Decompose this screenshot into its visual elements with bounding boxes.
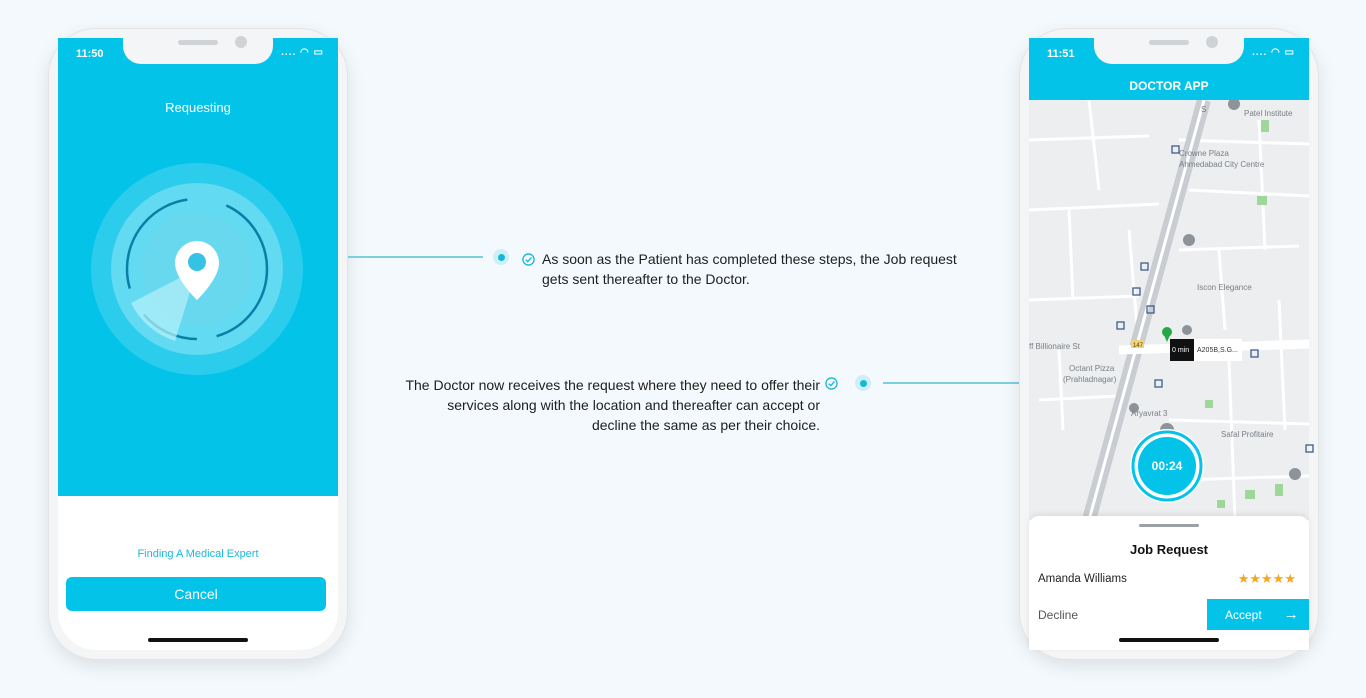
map-label: Iscon Elegance [1197,283,1252,292]
road-label: S [1201,105,1207,114]
doctor-screen [1029,38,1309,650]
home-indicator [148,638,248,642]
map-label: Crowne Plaza [1179,149,1229,158]
annotation-2-line-2: services along with the location and thereafter can accept or [447,397,820,413]
speaker [1149,40,1189,45]
signal-icon: .... [281,47,301,58]
patient-name: Amanda Williams [1038,573,1127,585]
speaker [178,40,218,45]
status-time: 11:50 [76,48,104,60]
status-time: 11:51 [1047,48,1075,60]
wifi-icon: ◠ [1271,47,1281,58]
marker-dot-2 [855,375,871,391]
patient-phone [48,28,348,660]
phone-notch [1094,38,1244,64]
status-icons [1252,47,1295,58]
camera [1206,36,1218,48]
annotation-1-line-1: As soon as the Patient has completed these steps, the Job request [542,251,957,267]
page-title: Requesting [165,100,231,115]
marker-dot-1 [493,249,509,265]
camera [235,36,247,48]
map-label: ff Billionaire St [1029,342,1080,351]
annotation-2-line-1: The Doctor now receives the request where they need to offer their [405,377,820,393]
connector-line-2 [883,382,1019,384]
annotation-1-line-2: gets sent thereafter to the Doctor. [542,271,750,287]
job-request-sheet [1029,516,1309,650]
check-circle-icon [825,377,838,390]
connector-line-1 [348,256,483,258]
accept-button[interactable] [1207,599,1309,630]
decline-button[interactable]: Decline [1038,608,1079,622]
doctor-phone [1019,28,1319,660]
route-label: 147 [1133,343,1144,349]
star-rating-icon: ★★★★★ [1237,571,1296,586]
check-circle-icon [522,253,535,266]
sheet-handle[interactable] [1139,524,1199,527]
eta-badge: 0 min [1172,347,1190,354]
app-header: DOCTOR APP [1029,38,1309,100]
phone-notch [123,38,273,64]
annotation-1 [542,249,1002,289]
map-label: Aryavrat 3 [1131,409,1168,418]
map-label: Safal Profitaire [1221,430,1274,439]
home-indicator [1119,638,1219,642]
wifi-icon: ◠ [300,47,310,58]
map-label: Ahmedabad City Centre [1179,160,1265,169]
job-request-title: Job Request [1129,542,1208,557]
cancel-button[interactable]: Cancel [66,577,326,611]
status-icons [281,47,324,58]
map-label: Octant Pizza [1069,364,1115,373]
annotation-2-line-3: decline the same as per their choice. [591,417,820,433]
timer-value: 00:24 [1151,459,1183,473]
address-badge: A205B,S.G... [1197,347,1238,354]
radar-animation [91,163,303,375]
battery-icon: ▭ [313,47,324,58]
signal-icon: .... [1252,47,1272,58]
arrow-right-icon: → [1283,606,1299,623]
map-label: Patel Institute [1244,109,1293,118]
map-label: (Prahladnagar) [1063,375,1117,384]
annotation-2 [350,375,820,435]
patient-screen [58,38,338,650]
finding-status-text: Finding A Medical Expert [137,548,259,560]
battery-icon: ▭ [1284,47,1295,58]
accept-label: Accept [1225,607,1262,622]
